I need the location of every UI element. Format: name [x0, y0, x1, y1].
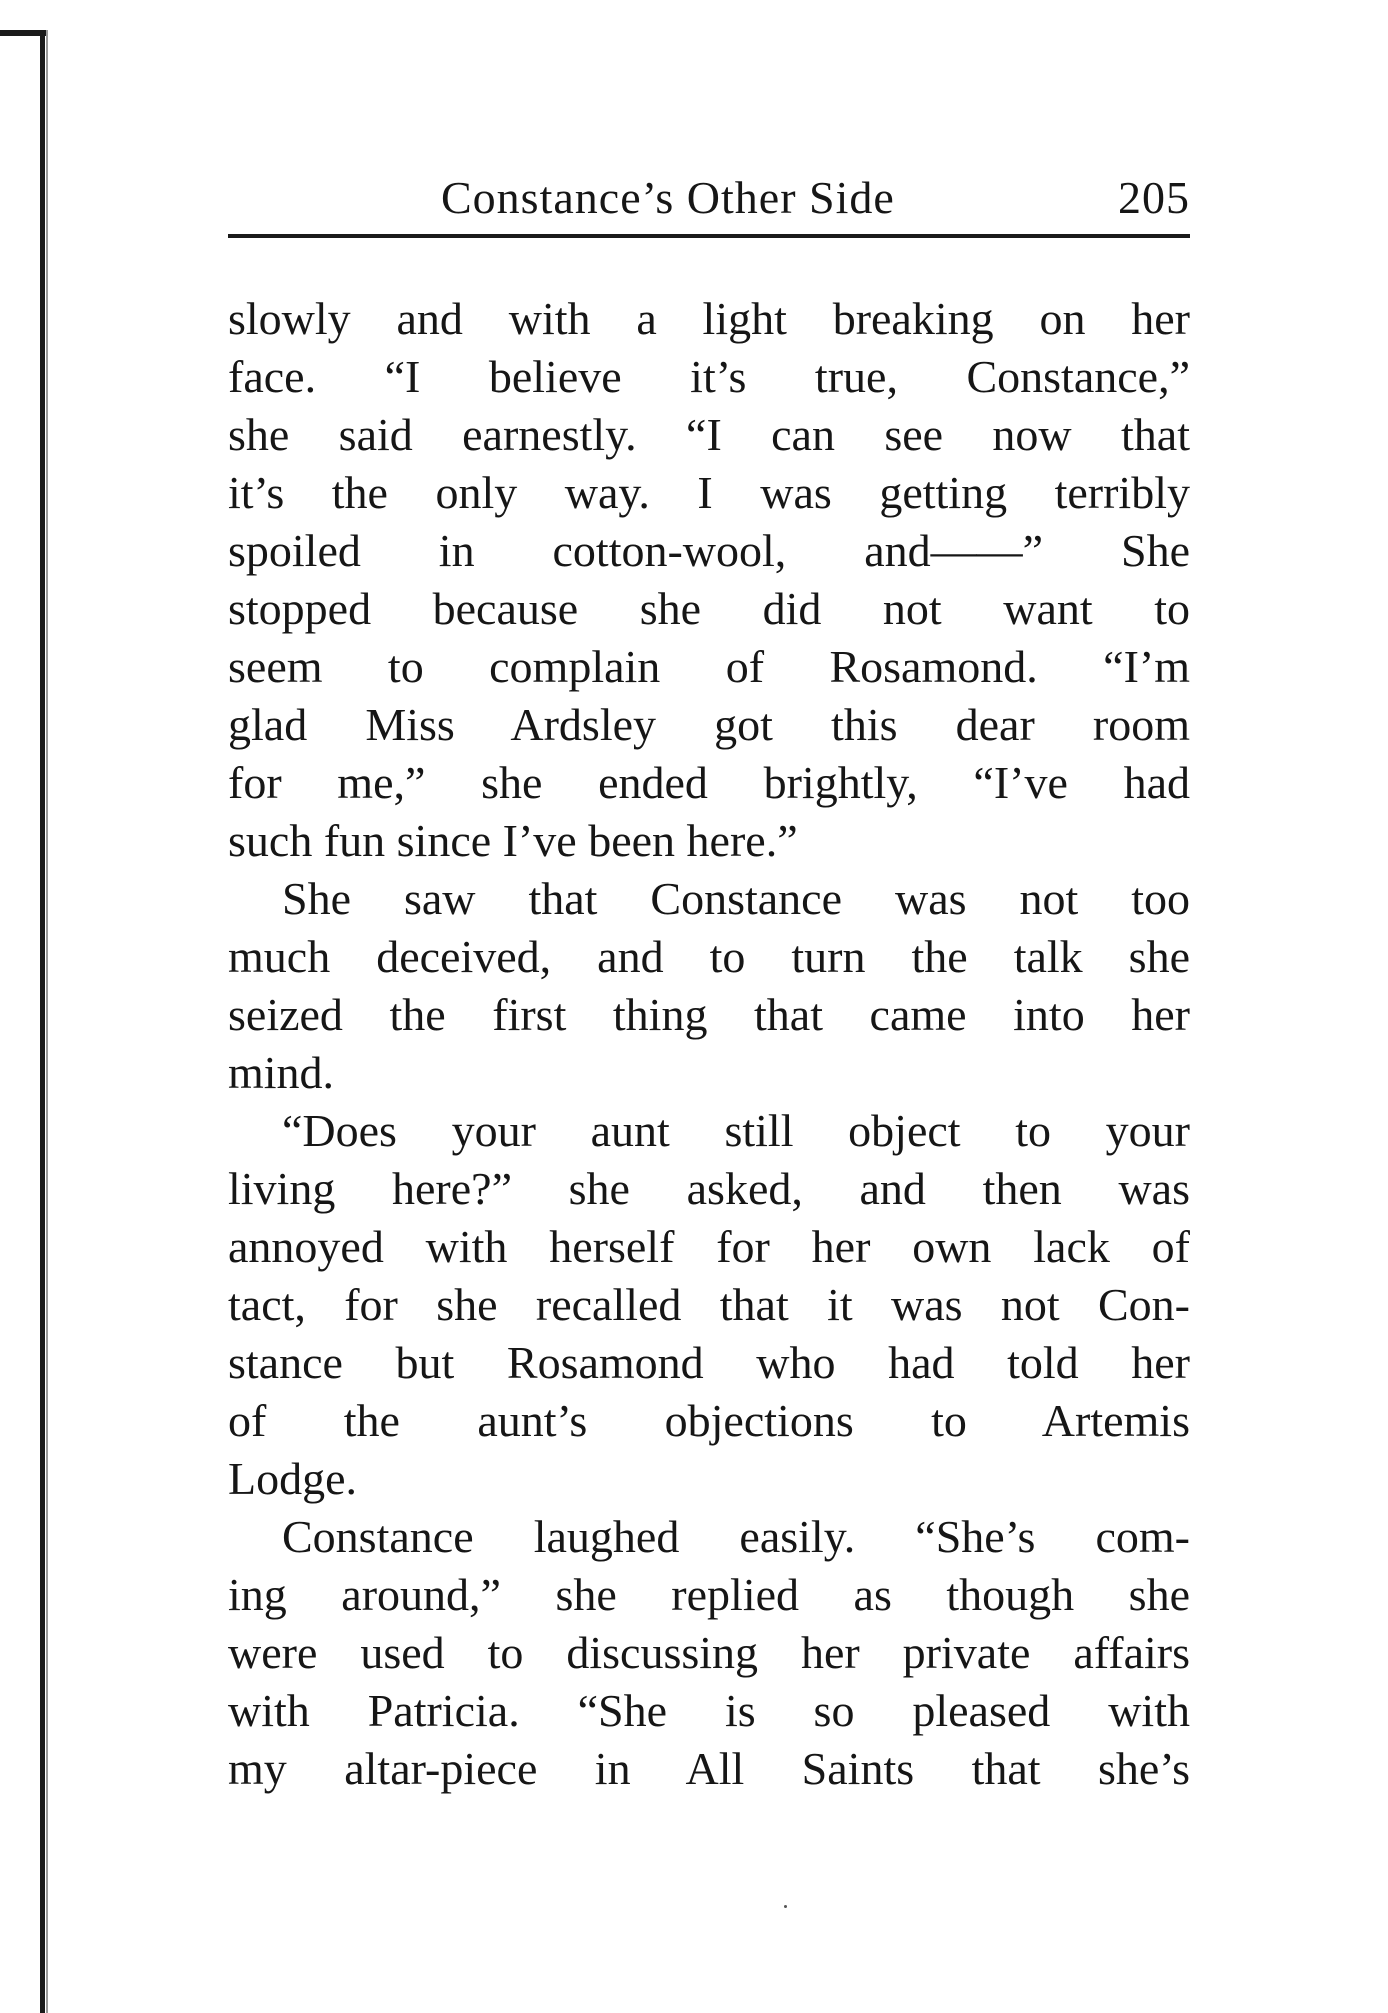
text-line: slowly and with a light breaking on her — [228, 293, 1190, 344]
text-line: she said earnestly. “I can see now that — [228, 409, 1190, 460]
body-text — [228, 290, 1190, 1798]
text-line: seized the first thing that came into her — [228, 989, 1190, 1040]
text-line: living here?” she asked, and then was — [228, 1163, 1190, 1214]
text-line: seem to complain of Rosamond. “I’m — [228, 641, 1190, 692]
text-line: of the aunt’s objections to Artemis — [228, 1395, 1190, 1446]
text-line: much deceived, and to turn the talk she — [228, 931, 1190, 982]
binding-edge — [40, 30, 45, 2013]
running-header — [228, 172, 1190, 232]
text-line: with Patricia. “She is so pleased with — [228, 1685, 1190, 1736]
text-line: stopped because she did not want to — [228, 583, 1190, 634]
text-line: mind. — [228, 1047, 335, 1098]
text-line: tact, for she recalled that it was not Con- — [228, 1279, 1190, 1330]
text-line: such fun since I’ve been here.” — [228, 815, 798, 866]
header-rule — [228, 234, 1190, 238]
page-number: 205 — [1118, 172, 1190, 223]
text-line: glad Miss Ardsley got this dear room — [228, 699, 1190, 750]
text-line: spoiled in cotton-wool, and——” She — [228, 525, 1190, 576]
text-line: Lodge. — [228, 1453, 358, 1504]
text-line: annoyed with herself for her own lack of — [228, 1221, 1190, 1272]
running-title: Constance’s Other Side — [441, 172, 895, 223]
text-line: stance but Rosamond who had told her — [228, 1337, 1190, 1388]
binding-edge-shadow — [46, 30, 48, 2013]
text-line: were used to discussing her private affairs — [228, 1627, 1190, 1678]
text-line: Constance laughed easily. “She’s com- — [282, 1511, 1190, 1562]
text-line: it’s the only way. I was getting terribly — [228, 467, 1190, 518]
scan-speck — [784, 1905, 787, 1908]
text-line: my altar-piece in All Saints that she’s — [228, 1743, 1190, 1794]
text-line: “Does your aunt still object to your — [282, 1105, 1190, 1156]
text-line: ing around,” she replied as though she — [228, 1569, 1190, 1620]
text-line: She saw that Constance was not too — [282, 873, 1190, 924]
text-line: face. “I believe it’s true, Constance,” — [228, 351, 1190, 402]
text-line: for me,” she ended brightly, “I’ve had — [228, 757, 1190, 808]
